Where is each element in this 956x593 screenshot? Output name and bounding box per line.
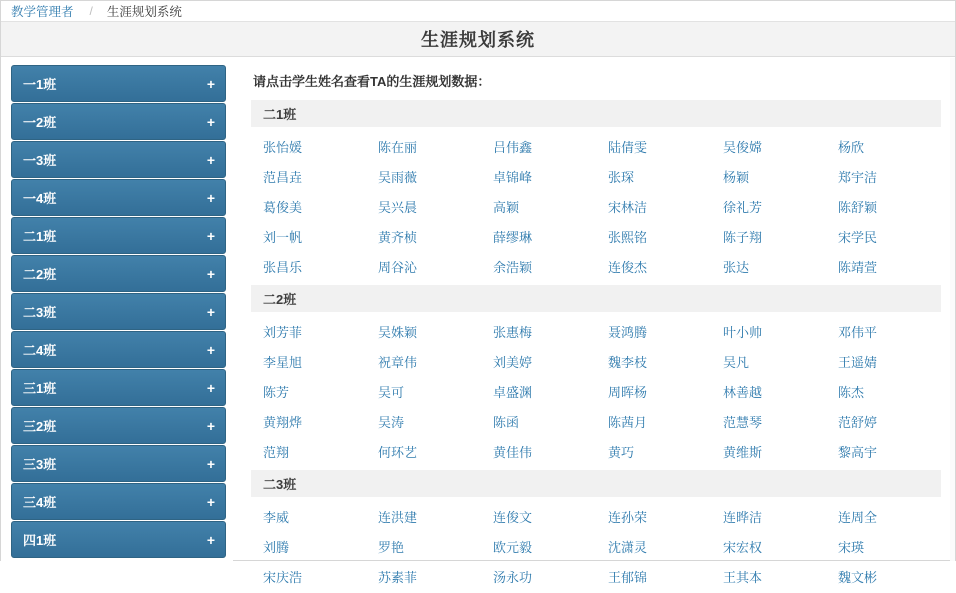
student-name-link[interactable]: 吴姝颖 <box>378 324 418 340</box>
student-name-link[interactable]: 王郁锦 <box>608 569 648 585</box>
student-name-link[interactable]: 李星旭 <box>263 354 303 370</box>
sidebar-item-1[interactable] <box>11 103 226 140</box>
student-cell <box>481 561 596 591</box>
student-name-link[interactable]: 陈函 <box>493 414 520 430</box>
student-cell <box>826 346 941 376</box>
sidebar-item-label: 四1班 <box>23 533 57 548</box>
student-cell <box>481 131 596 161</box>
student-name-link[interactable]: 吴雨薇 <box>378 169 418 185</box>
student-name-link[interactable]: 宋宏权 <box>723 539 763 555</box>
student-name-link[interactable]: 宋学民 <box>838 229 878 245</box>
sidebar-item-10[interactable] <box>11 445 226 482</box>
student-cell <box>826 251 941 281</box>
student-cell <box>481 346 596 376</box>
sidebar-item-label: 三4班 <box>23 495 57 510</box>
student-cell <box>481 251 596 281</box>
student-cell <box>366 161 481 191</box>
student-cell <box>596 251 711 281</box>
student-name-link[interactable]: 范昌垚 <box>263 169 303 185</box>
student-cell <box>251 531 366 561</box>
student-name-link[interactable]: 刘腾 <box>263 539 290 555</box>
sidebar-item-label: 一1班 <box>23 77 57 92</box>
student-cell <box>481 191 596 221</box>
plus-icon[interactable]: + <box>206 113 215 130</box>
student-cell <box>481 436 596 466</box>
student-cell <box>251 376 366 406</box>
student-name-link[interactable]: 郑宇洁 <box>838 169 878 185</box>
student-name-link[interactable]: 周晖杨 <box>608 384 648 400</box>
student-cell <box>711 251 826 281</box>
student-cell <box>826 221 941 251</box>
student-name-link[interactable]: 黄巧 <box>608 444 635 460</box>
sidebar-item-0[interactable] <box>11 65 226 102</box>
student-cell <box>596 221 711 251</box>
student-grid <box>251 497 941 593</box>
sidebar-item-label: 二4班 <box>23 343 57 358</box>
student-name-link[interactable]: 沈潇灵 <box>608 539 648 555</box>
student-name-link[interactable]: 薛缪琳 <box>493 229 533 245</box>
student-name-link[interactable]: 吕伟鑫 <box>493 139 533 155</box>
student-cell <box>251 316 366 346</box>
student-cell <box>596 161 711 191</box>
student-name-link[interactable]: 范舒婷 <box>838 414 878 430</box>
student-cell <box>711 131 826 161</box>
student-cell <box>366 346 481 376</box>
sidebar-item-label: 二2班 <box>23 267 57 282</box>
plus-icon[interactable]: + <box>206 493 215 510</box>
class-group <box>251 285 941 468</box>
student-name-link[interactable]: 杨颖 <box>723 169 750 185</box>
class-groups <box>251 100 941 593</box>
student-name-link[interactable]: 李威 <box>263 509 290 525</box>
class-group-title: 二3班 <box>251 470 941 497</box>
student-cell <box>596 501 711 531</box>
class-group-title: 二1班 <box>251 100 941 127</box>
student-name-link[interactable]: 黄维斯 <box>723 444 763 460</box>
student-cell <box>596 316 711 346</box>
student-cell <box>251 221 366 251</box>
student-cell <box>251 161 366 191</box>
student-name-link[interactable]: 杨欣 <box>838 139 865 155</box>
student-name-link[interactable]: 余浩颖 <box>493 259 533 275</box>
student-name-link[interactable]: 罗艳 <box>378 539 405 555</box>
student-name-link[interactable]: 范慧琴 <box>723 414 763 430</box>
student-name-link[interactable]: 黄齐桢 <box>378 229 418 245</box>
student-name-link[interactable]: 连周全 <box>838 509 878 525</box>
student-name-link[interactable]: 陈杰 <box>838 384 865 400</box>
sidebar-item-12[interactable] <box>11 521 226 558</box>
student-cell <box>711 376 826 406</box>
sidebar-item-8[interactable] <box>11 369 226 406</box>
plus-icon[interactable]: + <box>206 75 215 92</box>
student-cell <box>711 221 826 251</box>
student-cell <box>826 191 941 221</box>
sidebar-item-4[interactable] <box>11 217 226 254</box>
student-cell <box>366 501 481 531</box>
student-cell <box>481 316 596 346</box>
instruction-text: 请点击学生姓名查看TA的生涯规划数据： <box>253 74 491 89</box>
plus-icon[interactable]: + <box>206 341 215 358</box>
sidebar-item-6[interactable] <box>11 293 226 330</box>
student-cell <box>366 531 481 561</box>
student-name-link[interactable]: 张琛 <box>608 169 635 185</box>
breadcrumb-separator: / <box>89 4 93 18</box>
student-cell <box>826 161 941 191</box>
student-name-link[interactable]: 刘芳菲 <box>263 324 303 340</box>
student-name-link[interactable]: 张达 <box>723 259 750 275</box>
student-name-link[interactable]: 祝章伟 <box>378 354 418 370</box>
student-name-link[interactable]: 黎高宇 <box>838 444 878 460</box>
student-name-link[interactable]: 何环艺 <box>378 444 418 460</box>
student-cell <box>826 406 941 436</box>
student-cell <box>251 191 366 221</box>
student-cell <box>481 221 596 251</box>
sidebar-item-label: 一4班 <box>23 191 57 206</box>
student-name-link[interactable]: 陈子翔 <box>723 229 763 245</box>
sidebar-item-9[interactable] <box>11 407 226 444</box>
sidebar-item-label: 三2班 <box>23 419 57 434</box>
student-name-link[interactable]: 王遥婧 <box>838 354 878 370</box>
student-name-link[interactable]: 陈舒颖 <box>838 199 878 215</box>
student-cell <box>711 316 826 346</box>
content-area <box>1 57 955 585</box>
student-cell <box>481 406 596 436</box>
plus-icon[interactable]: + <box>206 189 215 206</box>
student-cell <box>711 161 826 191</box>
student-name-link[interactable]: 魏文彬 <box>838 569 878 585</box>
student-name-link[interactable]: 张惠梅 <box>493 324 533 340</box>
student-name-link[interactable]: 吴兴晨 <box>378 199 418 215</box>
student-name-link[interactable]: 吴凡 <box>723 354 750 370</box>
student-name-link[interactable]: 连孙荣 <box>608 509 648 525</box>
student-cell <box>251 561 366 591</box>
student-grid <box>251 312 941 468</box>
student-name-link[interactable]: 张怡媛 <box>263 139 303 155</box>
student-cell <box>711 561 826 591</box>
student-cell <box>826 561 941 591</box>
student-grid <box>251 127 941 283</box>
student-cell <box>711 531 826 561</box>
breadcrumb-current: 生涯规划系统 <box>106 5 182 19</box>
student-name-link[interactable]: 连俊文 <box>493 509 533 525</box>
student-name-link[interactable]: 吴可 <box>378 384 405 400</box>
sidebar-item-label: 二3班 <box>23 305 57 320</box>
student-name-link[interactable]: 陆倩雯 <box>608 139 648 155</box>
sidebar-item-label: 一3班 <box>23 153 57 168</box>
student-cell <box>826 436 941 466</box>
sidebar-item-5[interactable] <box>11 255 226 292</box>
student-name-link[interactable]: 宋林洁 <box>608 199 648 215</box>
sidebar-item-11[interactable] <box>11 483 226 520</box>
student-cell <box>711 406 826 436</box>
student-cell <box>481 531 596 561</box>
student-cell <box>596 531 711 561</box>
student-cell <box>596 406 711 436</box>
sidebar-item-label: 一2班 <box>23 115 57 130</box>
breadcrumb-root-link[interactable]: 教学管理者 <box>11 5 74 19</box>
student-name-link[interactable]: 宋庆浩 <box>263 569 303 585</box>
sidebar-item-2[interactable] <box>11 141 226 178</box>
student-cell <box>481 376 596 406</box>
student-cell <box>251 436 366 466</box>
student-cell <box>366 131 481 161</box>
student-cell <box>251 131 366 161</box>
student-name-link[interactable]: 范翔 <box>263 444 290 460</box>
class-group <box>251 470 941 593</box>
student-name-link[interactable]: 林善越 <box>723 384 763 400</box>
student-name-link[interactable]: 连洪建 <box>378 509 418 525</box>
student-name-link[interactable]: 陈在丽 <box>378 139 418 155</box>
student-name-link[interactable]: 张昌乐 <box>263 259 303 275</box>
plus-icon[interactable]: + <box>206 265 215 282</box>
student-cell <box>826 316 941 346</box>
student-cell <box>596 376 711 406</box>
student-cell <box>596 346 711 376</box>
plus-icon[interactable]: + <box>206 455 215 472</box>
student-name-link[interactable]: 魏李枝 <box>608 354 648 370</box>
student-cell <box>826 376 941 406</box>
student-name-link[interactable]: 葛俊美 <box>263 199 303 215</box>
student-name-link[interactable]: 苏素菲 <box>378 569 418 585</box>
plus-icon[interactable]: + <box>206 379 215 396</box>
student-name-link[interactable]: 周谷沁 <box>378 259 418 275</box>
student-name-link[interactable]: 欧元毅 <box>493 539 533 555</box>
student-name-link[interactable]: 陈靖萱 <box>838 259 878 275</box>
student-name-link[interactable]: 吴涛 <box>378 414 405 430</box>
page-title-bar <box>1 21 955 57</box>
student-cell <box>366 251 481 281</box>
student-name-link[interactable]: 吴俊嫦 <box>723 139 763 155</box>
plus-icon[interactable]: + <box>206 531 215 548</box>
student-cell <box>366 561 481 591</box>
page-title: 生涯规划系统 <box>421 30 535 50</box>
student-name-link[interactable]: 张熙铭 <box>608 229 648 245</box>
student-name-link[interactable]: 王其本 <box>723 569 763 585</box>
student-cell <box>826 131 941 161</box>
student-cell <box>366 376 481 406</box>
student-cell <box>596 131 711 161</box>
sidebar-item-label: 三3班 <box>23 457 57 472</box>
student-name-link[interactable]: 黄翔烨 <box>263 414 303 430</box>
student-cell <box>596 191 711 221</box>
student-name-link[interactable]: 连晔洁 <box>723 509 763 525</box>
plus-icon[interactable]: + <box>206 227 215 244</box>
sidebar-item-7[interactable] <box>11 331 226 368</box>
breadcrumb <box>1 1 955 21</box>
student-cell <box>826 531 941 561</box>
student-cell <box>251 346 366 376</box>
plus-icon[interactable]: + <box>206 303 215 320</box>
student-cell <box>366 221 481 251</box>
sidebar-item-3[interactable] <box>11 179 226 216</box>
plus-icon[interactable]: + <box>206 417 215 434</box>
student-name-link[interactable]: 叶小帅 <box>723 324 763 340</box>
student-cell <box>596 561 711 591</box>
vertical-scrollbar[interactable] <box>950 58 955 561</box>
student-name-link[interactable]: 徐礼芳 <box>723 199 763 215</box>
student-name-link[interactable]: 陈芳 <box>263 384 290 400</box>
student-cell <box>366 406 481 436</box>
student-cell <box>596 436 711 466</box>
student-cell <box>711 191 826 221</box>
student-name-link[interactable]: 连俊杰 <box>608 259 648 275</box>
student-name-link[interactable]: 卓盛渊 <box>493 384 533 400</box>
student-name-link[interactable]: 卓锦峰 <box>493 169 533 185</box>
class-group-title: 二2班 <box>251 285 941 312</box>
sidebar-item-label: 二1班 <box>23 229 57 244</box>
class-sidebar <box>1 57 233 561</box>
class-group <box>251 100 941 283</box>
student-name-link[interactable]: 陈茜月 <box>608 414 648 430</box>
student-name-link[interactable]: 宋瑛 <box>838 539 865 555</box>
student-cell <box>251 406 366 436</box>
main-panel <box>233 57 955 585</box>
student-cell <box>826 501 941 531</box>
student-cell <box>366 316 481 346</box>
student-name-link[interactable]: 刘美婷 <box>493 354 533 370</box>
plus-icon[interactable]: + <box>206 151 215 168</box>
student-cell <box>481 161 596 191</box>
student-name-link[interactable]: 高颖 <box>493 199 520 215</box>
student-name-link[interactable]: 邓伟平 <box>838 324 878 340</box>
student-cell <box>481 501 596 531</box>
student-name-link[interactable]: 聂鸿腾 <box>608 324 648 340</box>
student-cell <box>251 251 366 281</box>
student-cell <box>711 346 826 376</box>
student-cell <box>366 436 481 466</box>
sidebar-item-label: 三1班 <box>23 381 57 396</box>
student-cell <box>711 501 826 531</box>
student-name-link[interactable]: 汤永功 <box>493 569 533 585</box>
student-name-link[interactable]: 刘一帆 <box>263 229 303 245</box>
student-cell <box>711 436 826 466</box>
student-cell <box>251 501 366 531</box>
student-cell <box>366 191 481 221</box>
student-name-link[interactable]: 黄佳伟 <box>493 444 533 460</box>
